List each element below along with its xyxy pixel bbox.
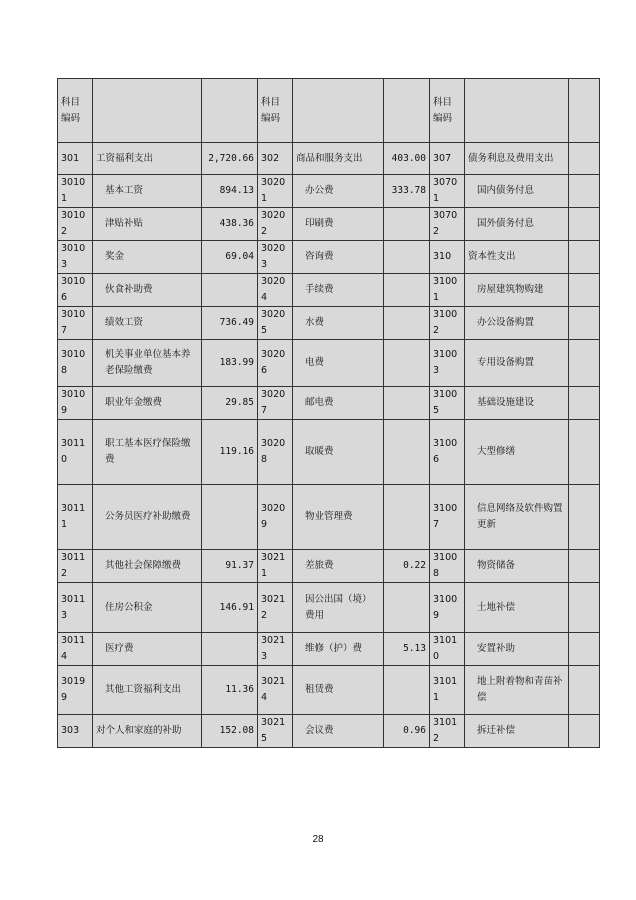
table-row: [58, 175, 600, 208]
name-cell-2: 电费: [293, 340, 384, 387]
name-cell-3: 国内债务付息: [465, 175, 569, 208]
amount-cell-2: [384, 485, 430, 550]
name-cell-2: 因公出国（境）费用: [293, 583, 384, 633]
table-row: [58, 550, 600, 583]
code-cell-1: 30112: [58, 550, 93, 583]
name-cell-2: 会议费: [293, 715, 384, 748]
name-cell-3: 资本性支出: [465, 241, 569, 274]
name-cell-1: 职业年金缴费: [93, 387, 202, 420]
amount-cell-1: 736.49: [202, 307, 258, 340]
page-number: 28: [312, 834, 324, 845]
code-cell-1: 30111: [58, 485, 93, 550]
header-name-2: [293, 79, 384, 143]
amount-cell-3: [569, 633, 600, 666]
header-amount-3: [569, 79, 600, 143]
code-cell-3: 31005: [430, 387, 465, 420]
name-cell-2: 维修（护）费: [293, 633, 384, 666]
code-cell-2: 30201: [258, 175, 293, 208]
amount-cell-1: 146.91: [202, 583, 258, 633]
name-cell-1: 机关事业单位基本养老保险缴费: [93, 340, 202, 387]
code-cell-2: 30215: [258, 715, 293, 748]
table-row: [58, 274, 600, 307]
amount-cell-2: 333.78: [384, 175, 430, 208]
amount-cell-1: 69.04: [202, 241, 258, 274]
name-cell-2: 印刷费: [293, 208, 384, 241]
code-cell-1: 30199: [58, 666, 93, 715]
code-cell-1: 30103: [58, 241, 93, 274]
table-row: [58, 583, 600, 633]
amount-cell-2: [384, 274, 430, 307]
name-cell-1: 津贴补贴: [93, 208, 202, 241]
budget-table: [57, 78, 600, 748]
name-cell-2: 取暖费: [293, 420, 384, 485]
amount-cell-2: [384, 208, 430, 241]
code-cell-2: 30214: [258, 666, 293, 715]
name-cell-2: 邮电费: [293, 387, 384, 420]
code-cell-2: 30213: [258, 633, 293, 666]
amount-cell-1: 438.36: [202, 208, 258, 241]
code-cell-2: 30203: [258, 241, 293, 274]
header-amount-1: [202, 79, 258, 143]
table-row: [58, 307, 600, 340]
name-cell-2: 办公费: [293, 175, 384, 208]
amount-cell-2: [384, 340, 430, 387]
amount-cell-1: [202, 633, 258, 666]
amount-cell-3: [569, 307, 600, 340]
name-cell-1: 其他工资福利支出: [93, 666, 202, 715]
amount-cell-1: 2,720.66: [202, 143, 258, 175]
code-cell-3: 31007: [430, 485, 465, 550]
code-cell-3: 31012: [430, 715, 465, 748]
name-cell-3: 债务利息及费用支出: [465, 143, 569, 175]
amount-cell-3: [569, 175, 600, 208]
amount-cell-1: 119.16: [202, 420, 258, 485]
name-cell-3: 专用设备购置: [465, 340, 569, 387]
amount-cell-3: [569, 666, 600, 715]
code-cell-1: 30109: [58, 387, 93, 420]
amount-cell-2: [384, 241, 430, 274]
amount-cell-3: [569, 583, 600, 633]
amount-cell-2: 5.13: [384, 633, 430, 666]
amount-cell-2: 403.00: [384, 143, 430, 175]
name-cell-1: 职工基本医疗保险缴费: [93, 420, 202, 485]
header-code-2: 科目编码: [258, 79, 293, 143]
name-cell-2: 水费: [293, 307, 384, 340]
header-code-3: 科目编码: [430, 79, 465, 143]
amount-cell-3: [569, 485, 600, 550]
code-cell-1: 30106: [58, 274, 93, 307]
amount-cell-1: 894.13: [202, 175, 258, 208]
code-cell-1: 30107: [58, 307, 93, 340]
name-cell-1: 绩效工资: [93, 307, 202, 340]
name-cell-3: 物资储备: [465, 550, 569, 583]
code-cell-3: 31002: [430, 307, 465, 340]
amount-cell-1: 91.37: [202, 550, 258, 583]
code-cell-2: 30205: [258, 307, 293, 340]
code-cell-2: 30207: [258, 387, 293, 420]
code-cell-2: 30211: [258, 550, 293, 583]
header-code-1: 科目编码: [58, 79, 93, 143]
name-cell-1: 公务员医疗补助缴费: [93, 485, 202, 550]
header-amount-2: [384, 79, 430, 143]
code-cell-3: 31003: [430, 340, 465, 387]
table-row: [58, 715, 600, 748]
code-cell-2: 30209: [258, 485, 293, 550]
code-cell-3: 31008: [430, 550, 465, 583]
name-cell-1: 奖金: [93, 241, 202, 274]
table-row: [58, 208, 600, 241]
code-cell-1: 303: [58, 715, 93, 748]
amount-cell-2: [384, 666, 430, 715]
amount-cell-3: [569, 420, 600, 485]
code-cell-2: 30206: [258, 340, 293, 387]
code-cell-3: 30701: [430, 175, 465, 208]
name-cell-1: 其他社会保障缴费: [93, 550, 202, 583]
name-cell-1: 基本工资: [93, 175, 202, 208]
table-row: [58, 666, 600, 715]
amount-cell-3: [569, 387, 600, 420]
name-cell-3: 拆迁补偿: [465, 715, 569, 748]
amount-cell-3: [569, 715, 600, 748]
name-cell-3: 房屋建筑物购建: [465, 274, 569, 307]
name-cell-3: 信息网络及软件购置更新: [465, 485, 569, 550]
name-cell-2: 差旅费: [293, 550, 384, 583]
table-row: [58, 420, 600, 485]
code-cell-1: 30102: [58, 208, 93, 241]
name-cell-2: 商品和服务支出: [293, 143, 384, 175]
code-cell-2: 30208: [258, 420, 293, 485]
code-cell-3: 31006: [430, 420, 465, 485]
name-cell-3: 土地补偿: [465, 583, 569, 633]
name-cell-2: 租赁费: [293, 666, 384, 715]
name-cell-3: 大型修缮: [465, 420, 569, 485]
code-cell-3: 31011: [430, 666, 465, 715]
header-row: [58, 79, 600, 143]
name-cell-2: 手续费: [293, 274, 384, 307]
code-cell-3: 307: [430, 143, 465, 175]
table-row: [58, 485, 600, 550]
table-row: [58, 241, 600, 274]
name-cell-1: 住房公积金: [93, 583, 202, 633]
code-cell-1: 30113: [58, 583, 93, 633]
name-cell-1: 工资福利支出: [93, 143, 202, 175]
amount-cell-3: [569, 340, 600, 387]
code-cell-3: 31010: [430, 633, 465, 666]
code-cell-3: 310: [430, 241, 465, 274]
amount-cell-2: [384, 387, 430, 420]
code-cell-1: 301: [58, 143, 93, 175]
amount-cell-3: [569, 550, 600, 583]
name-cell-2: 物业管理费: [293, 485, 384, 550]
amount-cell-2: [384, 583, 430, 633]
name-cell-1: 伙食补助费: [93, 274, 202, 307]
code-cell-1: 30110: [58, 420, 93, 485]
amount-cell-3: [569, 143, 600, 175]
name-cell-3: 地上附着物和青苗补偿: [465, 666, 569, 715]
name-cell-1: 对个人和家庭的补助: [93, 715, 202, 748]
code-cell-1: 30101: [58, 175, 93, 208]
code-cell-2: 30212: [258, 583, 293, 633]
name-cell-3: 办公设备购置: [465, 307, 569, 340]
amount-cell-2: [384, 307, 430, 340]
amount-cell-3: [569, 274, 600, 307]
code-cell-2: 302: [258, 143, 293, 175]
code-cell-1: 30108: [58, 340, 93, 387]
code-cell-2: 30202: [258, 208, 293, 241]
amount-cell-1: [202, 485, 258, 550]
table-row: [58, 387, 600, 420]
header-name-1: [93, 79, 202, 143]
amount-cell-3: [569, 208, 600, 241]
table-row: [58, 340, 600, 387]
name-cell-1: 医疗费: [93, 633, 202, 666]
name-cell-2: 咨询费: [293, 241, 384, 274]
header-name-3: [465, 79, 569, 143]
code-cell-2: 30204: [258, 274, 293, 307]
name-cell-3: 基础设施建设: [465, 387, 569, 420]
amount-cell-1: 29.85: [202, 387, 258, 420]
code-cell-1: 30114: [58, 633, 93, 666]
table-row: [58, 633, 600, 666]
amount-cell-2: [384, 420, 430, 485]
table-row: [58, 143, 600, 175]
amount-cell-1: 152.08: [202, 715, 258, 748]
code-cell-3: 31001: [430, 274, 465, 307]
amount-cell-2: 0.22: [384, 550, 430, 583]
code-cell-3: 30702: [430, 208, 465, 241]
amount-cell-3: [569, 241, 600, 274]
code-cell-3: 31009: [430, 583, 465, 633]
amount-cell-2: 0.96: [384, 715, 430, 748]
amount-cell-1: 183.99: [202, 340, 258, 387]
name-cell-3: 安置补助: [465, 633, 569, 666]
amount-cell-1: [202, 274, 258, 307]
amount-cell-1: 11.36: [202, 666, 258, 715]
name-cell-3: 国外债务付息: [465, 208, 569, 241]
